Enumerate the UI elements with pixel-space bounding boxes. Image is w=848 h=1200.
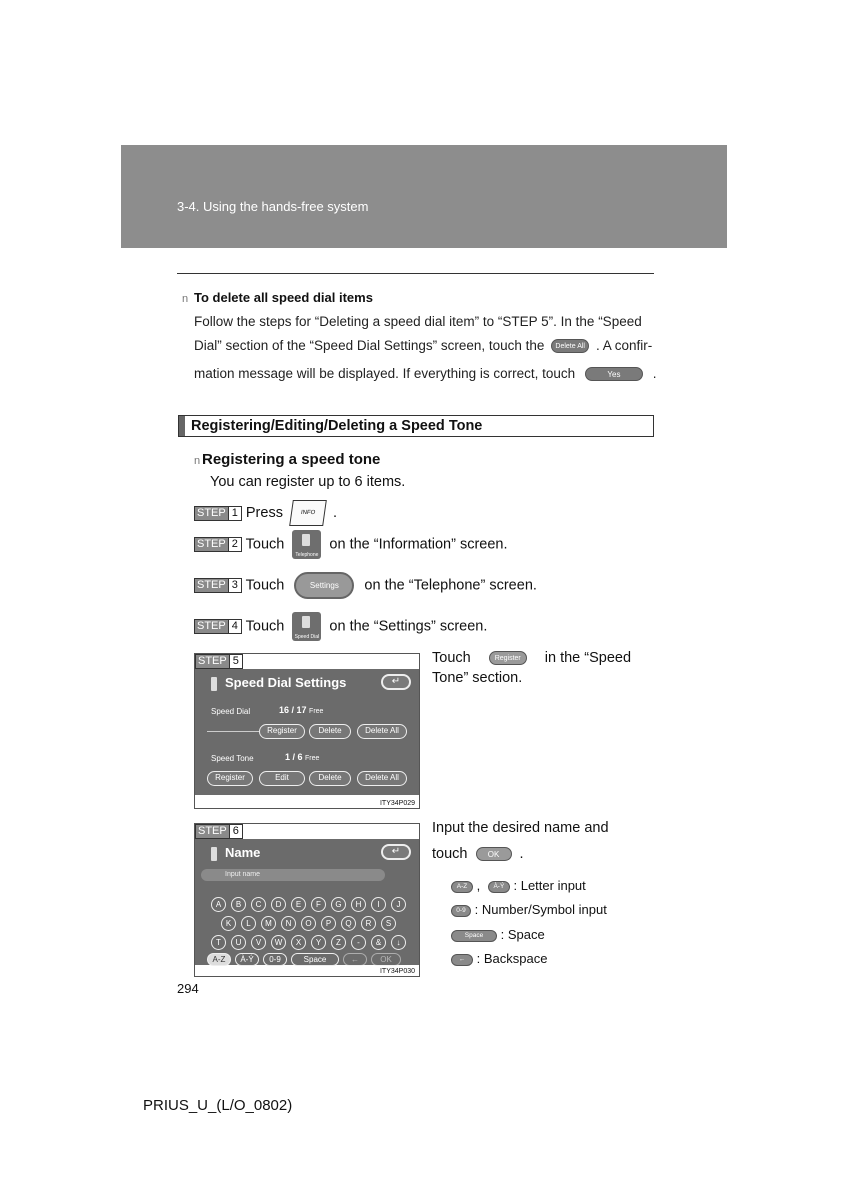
step-word: STEP bbox=[197, 579, 226, 591]
section-heading-bar bbox=[178, 415, 654, 437]
step-5-line1 bbox=[432, 650, 631, 666]
legend-backspace bbox=[451, 951, 547, 966]
keyboard-key[interactable]: U bbox=[231, 935, 246, 950]
step-3 bbox=[194, 572, 537, 599]
keyboard-key[interactable]: X bbox=[291, 935, 306, 950]
yes-button[interactable]: Yes bbox=[585, 367, 643, 381]
keyboard-key[interactable]: S bbox=[381, 916, 396, 931]
keyboard-key[interactable]: B bbox=[231, 897, 246, 912]
step-number: 5 bbox=[229, 655, 242, 668]
legend-separator: , bbox=[476, 878, 481, 893]
step-word: STEP bbox=[197, 506, 226, 519]
step-5-text-end: in the “Speed bbox=[544, 650, 632, 666]
speed-dial-settings-screenshot bbox=[194, 653, 420, 809]
step-word: STEP bbox=[197, 538, 226, 550]
step-6-line2 bbox=[432, 846, 524, 862]
keyboard-key[interactable]: I bbox=[371, 897, 386, 912]
keyboard-key[interactable]: T bbox=[211, 935, 226, 950]
speed-dial-delete-button[interactable]: Delete bbox=[309, 724, 351, 739]
screen-name-input bbox=[195, 839, 419, 965]
legend-backspace-text: : Backspace bbox=[476, 951, 548, 966]
settings-button[interactable]: Settings bbox=[294, 572, 354, 599]
keyboard-key[interactable]: E bbox=[291, 897, 306, 912]
number-mode-key[interactable]: 0-9 bbox=[263, 953, 287, 966]
subsection-bullet: n bbox=[194, 455, 201, 467]
step-tag bbox=[194, 578, 242, 593]
section-accent bbox=[179, 416, 185, 436]
divider-line bbox=[207, 731, 259, 732]
speed-dial-delete-all-button[interactable]: Delete All bbox=[357, 724, 407, 739]
speed-tone-label: Speed Tone bbox=[211, 754, 254, 763]
phone-glyph bbox=[302, 534, 310, 546]
keyboard-key[interactable]: M bbox=[261, 916, 276, 931]
document-code: PRIUS_U_(L/O_0802) bbox=[143, 1097, 293, 1114]
keyboard-key[interactable]: K bbox=[221, 916, 236, 931]
speed-dial-count: 16 / 17 bbox=[279, 705, 307, 715]
step-number: 4 bbox=[228, 620, 241, 633]
keyboard-key[interactable]: F bbox=[311, 897, 326, 912]
a-z-key: A-Z bbox=[451, 881, 473, 893]
speed-tone-delete-all-button[interactable]: Delete All bbox=[357, 771, 407, 786]
step-number: 2 bbox=[228, 538, 241, 551]
legend-numbers-text: : Number/Symbol input bbox=[474, 902, 607, 917]
figure-code: ITY34P030 bbox=[379, 968, 415, 975]
legend-space-text: : Space bbox=[500, 927, 545, 942]
keyboard-key[interactable]: J bbox=[391, 897, 406, 912]
delete-all-line2 bbox=[194, 338, 652, 353]
screen-speed-dial-settings bbox=[195, 669, 419, 795]
chapter-header bbox=[121, 145, 727, 248]
step-5-line2: Tone” section. bbox=[432, 670, 523, 686]
delete-all-title: To delete all speed dial items bbox=[194, 290, 373, 305]
speed-tone-count: 1 / 6 bbox=[285, 752, 303, 762]
speed-dial-register-button[interactable]: Register bbox=[259, 724, 305, 739]
ok-button[interactable]: OK bbox=[476, 847, 512, 861]
step-1-end: . bbox=[333, 504, 338, 521]
step-4 bbox=[194, 612, 487, 641]
page-number: 294 bbox=[177, 981, 199, 996]
delete-all-line3-text: mation message will be displayed. If everything is correct, touch bbox=[194, 366, 576, 381]
phone-icon bbox=[211, 847, 217, 861]
delete-all-line2-end: . A confir- bbox=[595, 338, 653, 353]
keyboard-key[interactable]: & bbox=[371, 935, 386, 950]
section-heading: Registering/Editing/Deleting a Speed Tone bbox=[191, 418, 483, 434]
number-key: 0-9 bbox=[451, 905, 471, 917]
step-word: STEP bbox=[197, 620, 226, 632]
keyboard-key[interactable]: D bbox=[271, 897, 286, 912]
keyboard-key[interactable]: Q bbox=[341, 916, 356, 931]
frame-head bbox=[195, 654, 419, 668]
step-3-text: Touch bbox=[245, 577, 285, 594]
step-tag bbox=[194, 506, 242, 521]
phone-glyph bbox=[302, 616, 310, 628]
subsection-note: You can register up to 6 items. bbox=[210, 474, 406, 490]
speed-tone-free: Free bbox=[305, 755, 320, 762]
subsection-title: Registering a speed tone bbox=[202, 451, 381, 468]
step-number: 6 bbox=[229, 825, 242, 838]
step-6-line1: Input the desired name and bbox=[432, 820, 609, 836]
keyboard-key[interactable]: P bbox=[321, 916, 336, 931]
delete-all-line2-text: Dial” section of the “Speed Dial Settings” screen, touch the bbox=[194, 338, 545, 353]
telephone-icon-label: Telephone bbox=[295, 552, 319, 558]
step-tag bbox=[194, 619, 242, 634]
legend-space bbox=[451, 927, 545, 942]
step-4-text: Touch bbox=[245, 618, 285, 635]
figure-code: ITY34P029 bbox=[379, 800, 415, 807]
info-key-icon[interactable]: INFO bbox=[289, 500, 327, 526]
backspace-key: ← bbox=[451, 954, 473, 966]
step-4-end: on the “Settings” screen. bbox=[329, 618, 488, 635]
keyboard-key[interactable]: Z bbox=[331, 935, 346, 950]
keyboard-key[interactable]: C bbox=[251, 897, 266, 912]
speed-dial-value bbox=[279, 705, 323, 715]
speed-dial-label: Speed Dial bbox=[211, 707, 251, 716]
step-number: 1 bbox=[228, 507, 241, 520]
accented-mode-key[interactable]: À-Ý bbox=[235, 953, 259, 966]
step-tag bbox=[195, 654, 243, 669]
frame-head bbox=[195, 824, 419, 838]
name-input[interactable]: Input name bbox=[201, 869, 385, 881]
backspace-key[interactable]: ← bbox=[343, 953, 367, 966]
keyboard-key[interactable]: N bbox=[281, 916, 296, 931]
legend-numbers bbox=[451, 902, 607, 917]
keyboard-key[interactable]: L bbox=[241, 916, 256, 931]
keyboard-key[interactable]: R bbox=[361, 916, 376, 931]
phone-icon bbox=[211, 677, 217, 691]
telephone-icon[interactable] bbox=[292, 530, 321, 559]
step-word: STEP bbox=[198, 655, 227, 667]
a-z-mode-key[interactable]: A-Z bbox=[207, 953, 231, 966]
chapter-section-title: 3-4. Using the hands-free system bbox=[177, 199, 369, 214]
speed-tone-value bbox=[285, 752, 319, 762]
keyboard-key[interactable]: ↓ bbox=[391, 935, 406, 950]
step-number: 3 bbox=[228, 579, 241, 592]
register-button[interactable]: Register bbox=[489, 651, 527, 665]
name-input-screenshot bbox=[194, 823, 420, 977]
legend-letters-text: : Letter input bbox=[513, 878, 586, 893]
step-1-text: Press bbox=[245, 504, 283, 521]
keyboard-key[interactable]: Y bbox=[311, 935, 326, 950]
keyboard-key[interactable]: H bbox=[351, 897, 366, 912]
step-2 bbox=[194, 530, 508, 559]
speed-dial-icon[interactable] bbox=[292, 612, 321, 641]
step-6-text-end: . bbox=[519, 846, 524, 862]
speed-dial-free: Free bbox=[309, 708, 324, 715]
speed-tone-edit-button[interactable]: Edit bbox=[259, 771, 305, 786]
step-word: STEP bbox=[198, 825, 227, 837]
keyboard-key[interactable]: - bbox=[351, 935, 366, 950]
keyboard-key[interactable]: A bbox=[211, 897, 226, 912]
keyboard-key[interactable]: G bbox=[331, 897, 346, 912]
back-button[interactable]: ↵ bbox=[381, 844, 411, 860]
back-button[interactable]: ↵ bbox=[381, 674, 411, 690]
step-1 bbox=[194, 500, 337, 526]
space-key: Space bbox=[451, 930, 497, 942]
delete-all-button[interactable]: Delete All bbox=[551, 339, 589, 353]
speed-dial-icon-label: Speed Dial bbox=[294, 634, 320, 640]
accented-key: À-Ý bbox=[488, 881, 510, 893]
ok-key[interactable]: OK bbox=[371, 953, 401, 966]
legend-letters bbox=[451, 878, 586, 893]
space-key[interactable]: Space bbox=[291, 953, 339, 966]
delete-all-line3-end: . bbox=[652, 366, 657, 381]
keyboard-key[interactable]: W bbox=[271, 935, 286, 950]
step-6-text: touch bbox=[432, 846, 468, 862]
keyboard-key[interactable]: O bbox=[301, 916, 316, 931]
step-tag bbox=[194, 537, 242, 552]
step-3-end: on the “Telephone” screen. bbox=[364, 577, 537, 594]
screen-title: Name bbox=[225, 845, 261, 860]
step-2-text: Touch bbox=[245, 536, 285, 553]
step-5-text: Touch bbox=[432, 650, 471, 666]
delete-all-line1: Follow the steps for “Deleting a speed dial item” to “STEP 5”. In the “Speed bbox=[194, 314, 642, 329]
keyboard-key[interactable]: V bbox=[251, 935, 266, 950]
speed-tone-register-button[interactable]: Register bbox=[207, 771, 253, 786]
step-tag bbox=[195, 824, 243, 839]
top-rule bbox=[177, 273, 654, 274]
screen-title: Speed Dial Settings bbox=[225, 675, 347, 690]
speed-tone-delete-button[interactable]: Delete bbox=[309, 771, 351, 786]
bullet-marker: n bbox=[182, 293, 189, 305]
delete-all-line3 bbox=[194, 366, 656, 381]
step-2-end: on the “Information” screen. bbox=[329, 536, 508, 553]
